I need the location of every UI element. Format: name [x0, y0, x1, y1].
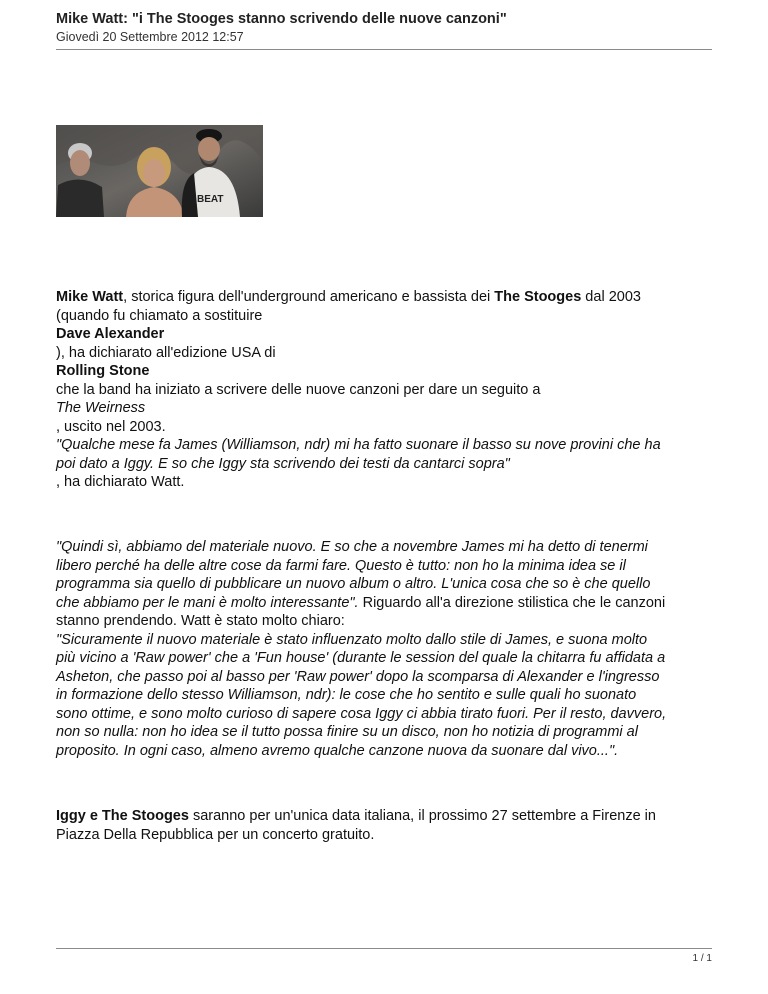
- article-paragraph-1: Mike Watt, storica figura dell'underground americano e bassista dei The Stooges dal 2003 (quando fu chiamato a sostituire Dave Alexander ), ha dichiarato all'edizione USA di Rolling Stone che la band ha iniziato a scrivere delle nuove canzoni per dare un seguito a The Weirness , uscito nel 2003. "Qualche mese fa James (Williamson, ndr) mi ha fatto suonare il basso su nove provini che ha poi dato a Iggy. E so che Iggy sta scrivendo dei testi da cantarci sopra" , ha dichiarato Watt.: [56, 288, 721, 492]
- article-paragraph-3: Iggy e The Stooges saranno per un'unica data italiana, il prossimo 27 settembre a Firenze in Piazza Della Repubblica per un concerto gratuito.: [56, 808, 656, 843]
- header-divider: [56, 49, 712, 50]
- band-name: Iggy e The Stooges: [56, 808, 189, 824]
- publish-date: Giovedì 20 Settembre 2012 12:57: [56, 30, 244, 44]
- band-photo: [56, 125, 263, 217]
- album-title: The Weirness: [56, 400, 146, 416]
- tshirt-text: BEAT: [197, 194, 224, 205]
- page-number: 1 / 1: [692, 953, 712, 964]
- quote-line: "Qualche mese fa James (Williamson, ndr) mi ha fatto suonare il basso su nove provini che ha: [56, 437, 661, 453]
- article-paragraph-2: "Quindi sì, abbiamo del materiale nuovo. E so che a novembre James mi ha detto di tenermi libero perché ha delle altre cose da farmi fare. Questo è tutto: non ho la minima idea se il programma sia quello di pubblicare un nuovo album o altro. L'unica cosa che so è che quello che abbiamo per le mani è molto interessante". Riguardo all'a direzione stilistica che le canzoni stanno prendendo. Watt è stato molto chiaro: "Sicuramente il nuovo materiale è stato influenzato molto dallo stile di James, e suona molto più vicino a 'Raw power' che a 'Fun house' (durante le session del quale la chitarra fu affidata a Asheton, che passo poi al basso per 'Raw power' dopo la scomparsa di Alexander e l'ingresso in formazione dello stesso Williamson, ndr): le cose che ho sentito e sulle quali ho suonato sono ottime, e sono molto curioso di sapere cosa Iggy ci abbia tirato fuori. Per il resto, davvero, non so nulla: non ho idea se il tutto possa finire su un disco, non ho notizia di programmi al proposito. In ogni caso, almeno avremo qualche canzone nuova da suonare dal vivo...".: [56, 539, 667, 759]
- magazine-name: Rolling Stone: [56, 363, 150, 379]
- name-dave-alexander: Dave Alexander: [56, 326, 165, 342]
- band-name: The Stooges: [494, 289, 582, 305]
- footer-divider: [56, 948, 712, 949]
- name-mike-watt: Mike Watt: [56, 289, 124, 305]
- document-title: Mike Watt: "i The Stooges stanno scrivendo delle nuove canzoni": [56, 11, 507, 27]
- quote-line: poi dato a Iggy. E so che Iggy sta scrivendo dei testi da cantarci sopra": [56, 455, 510, 472]
